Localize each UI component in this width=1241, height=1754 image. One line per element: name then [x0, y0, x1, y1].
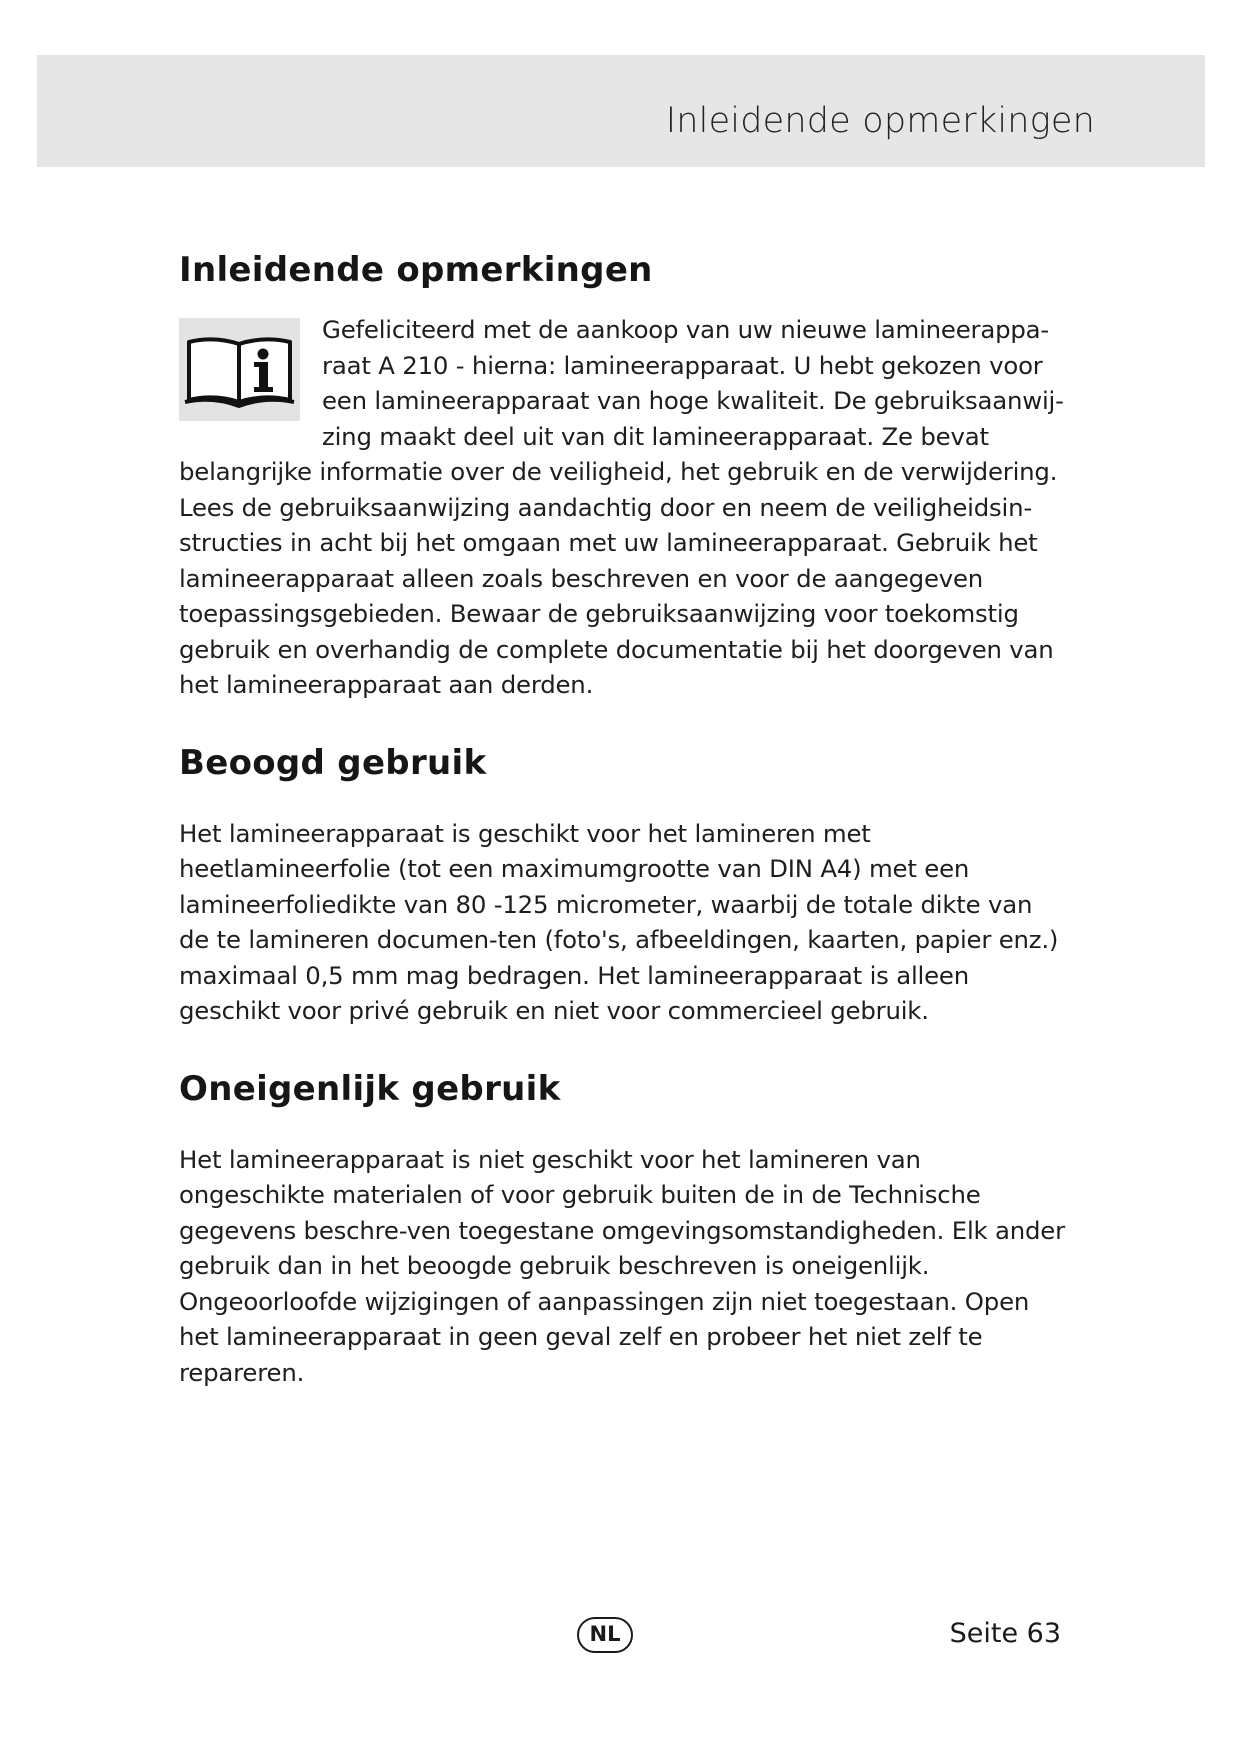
section-text-improper-use: Het lamineerapparaat is niet geschikt voor het lamineren van ongeschikte materialen of voor gebruik buiten de in de Technische gegevens beschre-ven toegestane omgevingsomstandigheden. Elk ander gebruik dan in het beoogde gebruik beschreven is oneigenlijk. Ongeoorloofde wijzigingen of aanpassingen zijn niet toegestaan. Open het lamineerapparaat in geen geval zelf en probeer het niet zelf te repareren.	[179, 1144, 1065, 1387]
info-book-icon	[179, 318, 300, 421]
page-content	[179, 248, 1069, 1390]
section-text-intended-use: Het lamineerapparaat is geschikt voor het lamineren met heetlamineerfolie (tot een maximumgrootte van DIN A4) met een lamineerfoliedikte van 80 -125 micrometer, waarbij de totale dikte van de te lamineren documen-ten (foto's, afbeeldingen, kaarten, papier enz.) maximaal 0,5 mm mag bedragen. Het lamineerapparaat is alleen geschikt voor privé gebruik en niet voor commercieel gebruik.	[179, 818, 1059, 1025]
section-heading-introduction: Inleidende opmerkingen	[179, 250, 653, 290]
running-header-title: Inleidende opmerkingen	[665, 101, 1095, 141]
section-heading-intended-use: Beoogd gebruik	[179, 742, 487, 783]
section-heading-improper-use: Oneigenlijk gebruik	[179, 1068, 561, 1109]
section-improper-use	[179, 1067, 1069, 1391]
section-introduction	[179, 248, 1069, 703]
page-number: Seite 63	[949, 1618, 1061, 1649]
language-badge: NL	[577, 1617, 633, 1653]
section-intended-use	[179, 741, 1069, 1029]
section-text-introduction: Gefeliciteerd met de aankoop van uw nieuwe lamineerappa-raat A 210 - hierna: lamineerapparaat. U hebt gekozen voor een lamineerapparaat van hoge kwaliteit. De gebruiksaanwij-zing maakt deel uit van dit lamineerapparaat. Ze bevat belangrijke informatie over de veiligheid, het gebruik en de verwijdering. Lees de gebruiksaanwijzing aandachtig door en neem de veiligheidsin-structies in acht bij het omgaan met uw lamineerapparaat. Gebruik het lamineerapparaat alleen zoals beschreven en voor de aangegeven toepassingsgebieden. Bewaar de gebruiksaanwijzing voor toekomstig gebruik en overhandig de complete documentatie bij het doorgeven van het lamineerapparaat aan derden.	[179, 315, 1064, 699]
